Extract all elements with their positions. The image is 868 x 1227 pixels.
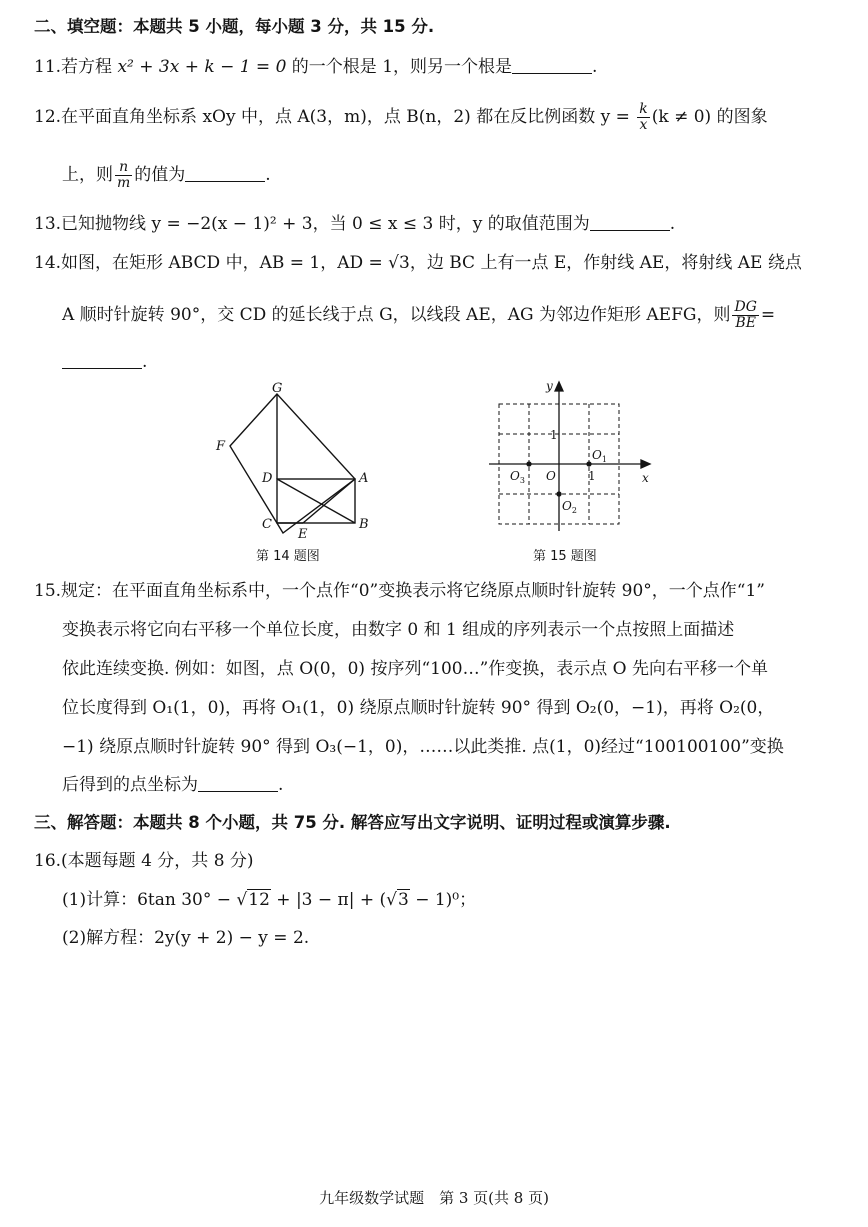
question-text: 已知抛物线 y = −2(x − 1)² + 3，当 0 ≤ x ≤ 3 时，y 的取值范围为 bbox=[61, 214, 590, 234]
page-footer: 九年级数学试题 第 3 页(共 8 页) bbox=[319, 1189, 549, 1207]
numerator: DG bbox=[734, 299, 757, 315]
question-text: 的一个根是 1，则另一个根是 bbox=[286, 57, 513, 77]
question-number: 15. bbox=[34, 581, 62, 601]
denominator: x bbox=[639, 117, 648, 133]
label-a: A bbox=[359, 471, 369, 486]
segment-ae bbox=[303, 479, 355, 523]
question-text: 若方程 bbox=[61, 57, 118, 77]
label-x: x bbox=[642, 471, 649, 485]
question-text: (本题每题 4 分，共 8 分) bbox=[61, 851, 254, 871]
question-text: − 1)⁰； bbox=[409, 890, 477, 910]
label-g: G bbox=[272, 382, 283, 396]
question-text: A 顺时针旋转 90°，交 CD 的延长线于点 G，以线段 AE，AG 为邻边作矩形 AEFG，则 bbox=[62, 305, 731, 325]
question-text: 在平面直角坐标系 xOy 中，点 A(3，m)，点 B(n，2) 都在反比例函数 y = bbox=[61, 107, 630, 127]
point-o3 bbox=[527, 462, 531, 466]
question-number: 16. bbox=[34, 851, 62, 871]
label-f: F bbox=[216, 439, 226, 454]
label-o1: $O_1$ bbox=[592, 448, 607, 464]
denominator: m bbox=[117, 175, 131, 191]
question-15-line-2: 变换表示将它向右平移一个单位长度，由数字 0 和 1 组成的序列表示一个点按照上面描述 bbox=[62, 620, 735, 640]
question-12-line-2 bbox=[62, 160, 271, 191]
question-number: 12. bbox=[34, 107, 62, 127]
equals-sign: = bbox=[760, 305, 776, 325]
numerator: k bbox=[639, 101, 648, 117]
question-15-line-5: −1) 绕原点顺时针旋转 90° 得到 O₃(−1，0)，……以此类推. 点(1，0)经过“100100100”变换 bbox=[62, 737, 784, 757]
fraction-k-over-x bbox=[637, 102, 649, 133]
tick-label-x-1: 1 bbox=[588, 469, 596, 483]
question-text: (1)计算：6tan 30° − bbox=[62, 890, 237, 910]
question-16-header bbox=[34, 850, 254, 872]
period: . bbox=[592, 57, 598, 77]
question-16-part-2: (2)解方程：2y(y + 2) − y = 2. bbox=[62, 928, 310, 948]
period: . bbox=[142, 352, 148, 372]
label-c: C bbox=[262, 517, 272, 532]
question-text: (k ≠ 0) 的图象 bbox=[651, 107, 768, 127]
question-11 bbox=[34, 55, 597, 78]
figure-14-caption: 第 14 题图 bbox=[256, 549, 320, 564]
label-d: D bbox=[262, 471, 273, 486]
fraction-n-over-m bbox=[115, 160, 132, 191]
answer-blank[interactable] bbox=[198, 773, 278, 792]
sqrt-radicand: 12 bbox=[248, 890, 270, 910]
label-origin: O bbox=[546, 469, 556, 483]
question-13 bbox=[34, 212, 675, 235]
question-text: 上，则 bbox=[62, 165, 113, 185]
question-15-line-4: 位长度得到 O₁(1，0)，再将 O₁(1，0) 绕原点顺时针旋转 90° 得到 O₂(0，−1)，再将 O₂(0， bbox=[62, 698, 775, 718]
question-14-line-1 bbox=[34, 252, 802, 274]
question-16-part-1: (1)计算：6tan 30° − √12 + |3 − π| + (√3 − 1)⁰； bbox=[62, 890, 477, 910]
label-b: B bbox=[359, 517, 369, 532]
answer-blank[interactable] bbox=[590, 212, 670, 231]
period: . bbox=[669, 214, 676, 234]
figure-15-caption: 第 15 题图 bbox=[533, 549, 597, 564]
period: . bbox=[278, 775, 284, 795]
denominator: BE bbox=[735, 315, 756, 331]
figure-15-coordinate-grid bbox=[484, 376, 659, 536]
answer-blank[interactable] bbox=[512, 55, 592, 74]
y-axis-arrow bbox=[555, 382, 563, 391]
sqrt-radicand: 3 bbox=[397, 890, 409, 910]
question-12-line-1 bbox=[34, 102, 768, 133]
diagonal-db bbox=[277, 479, 355, 523]
numerator: n bbox=[115, 160, 132, 176]
figure-14-diagram bbox=[210, 382, 380, 542]
question-number: 13. bbox=[34, 214, 62, 234]
question-14-line-2 bbox=[62, 300, 775, 331]
point-o2 bbox=[557, 492, 561, 496]
section-2-title: 二、填空题：本题共 5 小题，每小题 3 分，共 15 分. bbox=[34, 17, 435, 36]
question-14-line-3 bbox=[62, 350, 147, 373]
label-y: y bbox=[546, 379, 553, 393]
label-o3: $O_3$ bbox=[510, 469, 525, 485]
label-o2: $O_2$ bbox=[562, 499, 577, 515]
fraction-dg-over-be bbox=[732, 300, 758, 331]
answer-blank[interactable] bbox=[185, 163, 265, 182]
question-text: 规定：在平面直角坐标系中，一个点作“0”变换表示将它绕原点顺时针旋转 90°，一个点作“1” bbox=[61, 581, 765, 601]
question-text: 如图，在矩形 ABCD 中，AB = 1，AD = √3，边 BC 上有一点 E，作射线 AE，将射线 AE 绕点 bbox=[61, 253, 802, 273]
question-15-line-6 bbox=[62, 773, 283, 796]
question-15-line-3: 依此连续变换. 例如：如图，点 O(0，0) 按序列“100…”作变换，表示点 O 先向右平移一个单 bbox=[62, 659, 769, 679]
period: . bbox=[265, 165, 271, 185]
equation: x² + 3x + k − 1 = 0 bbox=[117, 57, 287, 77]
tick-label-y-1: 1 bbox=[550, 428, 558, 442]
question-15-line-1 bbox=[34, 580, 765, 602]
answer-blank[interactable] bbox=[62, 350, 142, 369]
question-number: 14. bbox=[34, 253, 62, 273]
section-3-title: 三、解答题：本题共 8 个小题，共 75 分. 解答应写出文字说明、证明过程或演算步骤. bbox=[34, 813, 671, 832]
question-text: 后得到的点坐标为 bbox=[62, 775, 198, 795]
question-text: 的值为 bbox=[134, 165, 186, 185]
label-e: E bbox=[298, 527, 308, 542]
point-o1 bbox=[587, 462, 591, 466]
question-text: + |3 − π| + ( bbox=[270, 890, 387, 910]
x-axis-arrow bbox=[641, 460, 650, 468]
question-number: 11. bbox=[34, 57, 62, 77]
